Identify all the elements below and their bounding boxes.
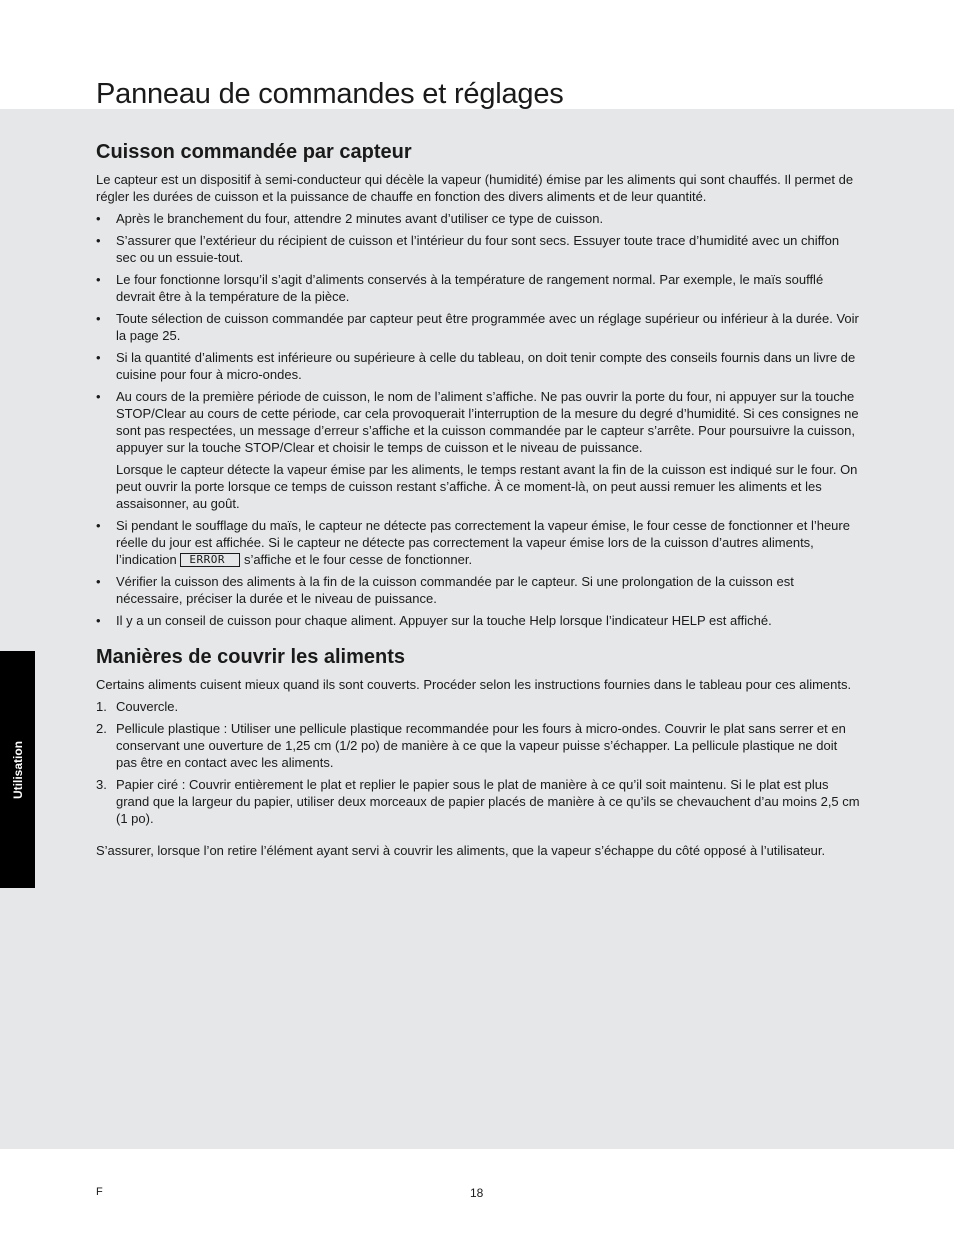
list-text: Couvercle.: [116, 699, 179, 714]
error-text-after: s’affiche et le four cesse de fonctionner.: [240, 552, 473, 567]
covering-closing: S’assurer, lorsque l’on retire l’élément ayant servi à couvrir les aliments, que la vapeur s’échappe du côté opposé à l’utilisateur.: [96, 843, 826, 858]
list-item: [96, 271, 860, 305]
bullet-continuation: Lorsque le capteur détecte la vapeur émise par les aliments, le temps restant avant la fin de la cuisson est indiqué sur le four. On peut ouvrir la porte lorsque ce temps de cuisson restant s’affiche. À ce moment-là, on peut aussi remuer les aliments et les assaisonner, au goût.: [116, 462, 858, 511]
side-tab-label: Utilisation: [10, 740, 25, 799]
bullet-mark: •: [96, 311, 101, 326]
list-number: 3.: [96, 777, 107, 792]
bullet-mark: •: [96, 518, 101, 533]
bullet-text: Au cours de la première période de cuisson, le nom de l’aliment s’affiche. Ne pas ouvrir la porte du four, ni appuyer sur la touche STOP/Clear au cours de cette période, car cela provoquerait l’interruption de la mesure du degré d’humidité. Si ces consignes ne sont pas respectées, un message d’erreur s’affiche et la cuisson commandée par le capteur s’arrête. Pour poursuivre la cuisson, appuyer sur la touche STOP/Clear et choisir le temps de cuisson et le niveau de puissance.: [116, 389, 859, 455]
bullet-text: Vérifier la cuisson des aliments à la fin de la cuisson commandée par le capteur. Si une prolongation de la cuisson est nécessaire, préciser la durée et le niveau de puissance.: [116, 574, 794, 606]
page-title: Panneau de commandes et réglages: [96, 78, 564, 110]
bullet-mark: •: [96, 574, 101, 589]
section-heading-sensor: Cuisson commandée par capteur: [96, 141, 412, 163]
list-item: [96, 310, 860, 344]
bullet-text: [116, 517, 860, 568]
list-item: [96, 776, 860, 827]
bullet-text: Toute sélection de cuisson commandée par capteur peut être programmée avec un réglage supérieur ou inférieur à la durée. Voir la page 25.: [116, 311, 859, 343]
side-tab: [0, 651, 35, 888]
bullet-mark: •: [96, 350, 101, 365]
bullet-text: Si la quantité d’aliments est inférieure ou supérieure à celle du tableau, on doit tenir compte des conseils fournis dans un livre de cuisine pour four à micro-ondes.: [116, 350, 856, 382]
section-heading-covering: Manières de couvrir les aliments: [96, 646, 406, 668]
list-number: 2.: [96, 721, 107, 736]
list-item: [96, 612, 860, 629]
list-number: 1.: [96, 699, 107, 714]
list-item: [96, 573, 860, 607]
list-item: [96, 232, 860, 266]
list-item: [96, 720, 860, 771]
covering-intro: Certains aliments cuisent mieux quand ils sont couverts. Procéder selon les instructions fournies dans le tableau pour ces aliments.: [96, 677, 852, 692]
list-item: [96, 698, 860, 715]
main-content: [96, 140, 860, 864]
section-covering: [96, 645, 860, 859]
footer-language-letter: F: [96, 1186, 103, 1198]
bullet-mark: •: [96, 272, 101, 287]
bullet-mark: •: [96, 211, 101, 226]
bullet-mark: •: [96, 613, 101, 628]
error-text-before: Si pendant le soufflage du maïs, le capteur ne détecte pas correctement la vapeur émise, le four cesse de fonctionner et l’heure réelle du jour est affichée. Si le capteur ne détecte pas correctement la vapeur émise lors de la cuisson d’autres aliments, l’indication: [116, 518, 850, 567]
list-text: Papier ciré : Couvrir entièrement le plat et replier le papier sous le plat de manière à ce qu’il soit maintenu. Si le plat est plus grand que la largeur du papier, utiliser deux morceaux de papier placés de manière à ce qu’ils se chevauchent d’au moins 2,5 cm (1 po).: [116, 777, 860, 826]
bullet-text: Il y a un conseil de cuisson pour chaque aliment. Appuyer sur la touche Help lorsque l’indicateur HELP est affiché.: [116, 613, 772, 628]
bullet-text: Après le branchement du four, attendre 2 minutes avant d’utiliser ce type de cuisson.: [116, 211, 604, 226]
list-item: [96, 388, 860, 512]
page-number: 18: [470, 1186, 484, 1200]
bullet-mark: •: [96, 233, 101, 248]
sensor-intro: Le capteur est un dispositif à semi-conducteur qui décèle la vapeur (humidité) émise par les aliments qui sont chauffés. Il permet de régler les durées de cuisson et la puissance de chauffe en fonction des divers aliments et de leur quantité.: [96, 172, 854, 204]
list-item: [96, 517, 860, 568]
sensor-bullet-list: [96, 210, 860, 629]
list-item: [96, 210, 860, 227]
bullet-mark: •: [96, 389, 101, 404]
error-display: ERROR: [180, 553, 240, 567]
covering-list: [96, 698, 860, 827]
bullet-text: Le four fonctionne lorsqu’il s’agit d’aliments conservés à la température de rangement normal. Par exemple, le maïs soufflé devrait être à la température de la pièce.: [116, 272, 824, 304]
bullet-text: S’assurer que l’extérieur du récipient de cuisson et l’intérieur du four sont secs. Essuyer toute trace d’humidité avec un chiffon sec ou un essuie-tout.: [116, 233, 840, 265]
list-item: [96, 349, 860, 383]
list-text: Pellicule plastique : Utiliser une pellicule plastique recommandée pour les fours à micro-ondes. Couvrir le plat sans serrer et en conservant une ouverture de 1,25 cm (1/2 po) de manière à ce que la vapeur puisse s’échapper. La pellicule plastique ne doit pas être en contact avec les aliments.: [116, 721, 846, 770]
